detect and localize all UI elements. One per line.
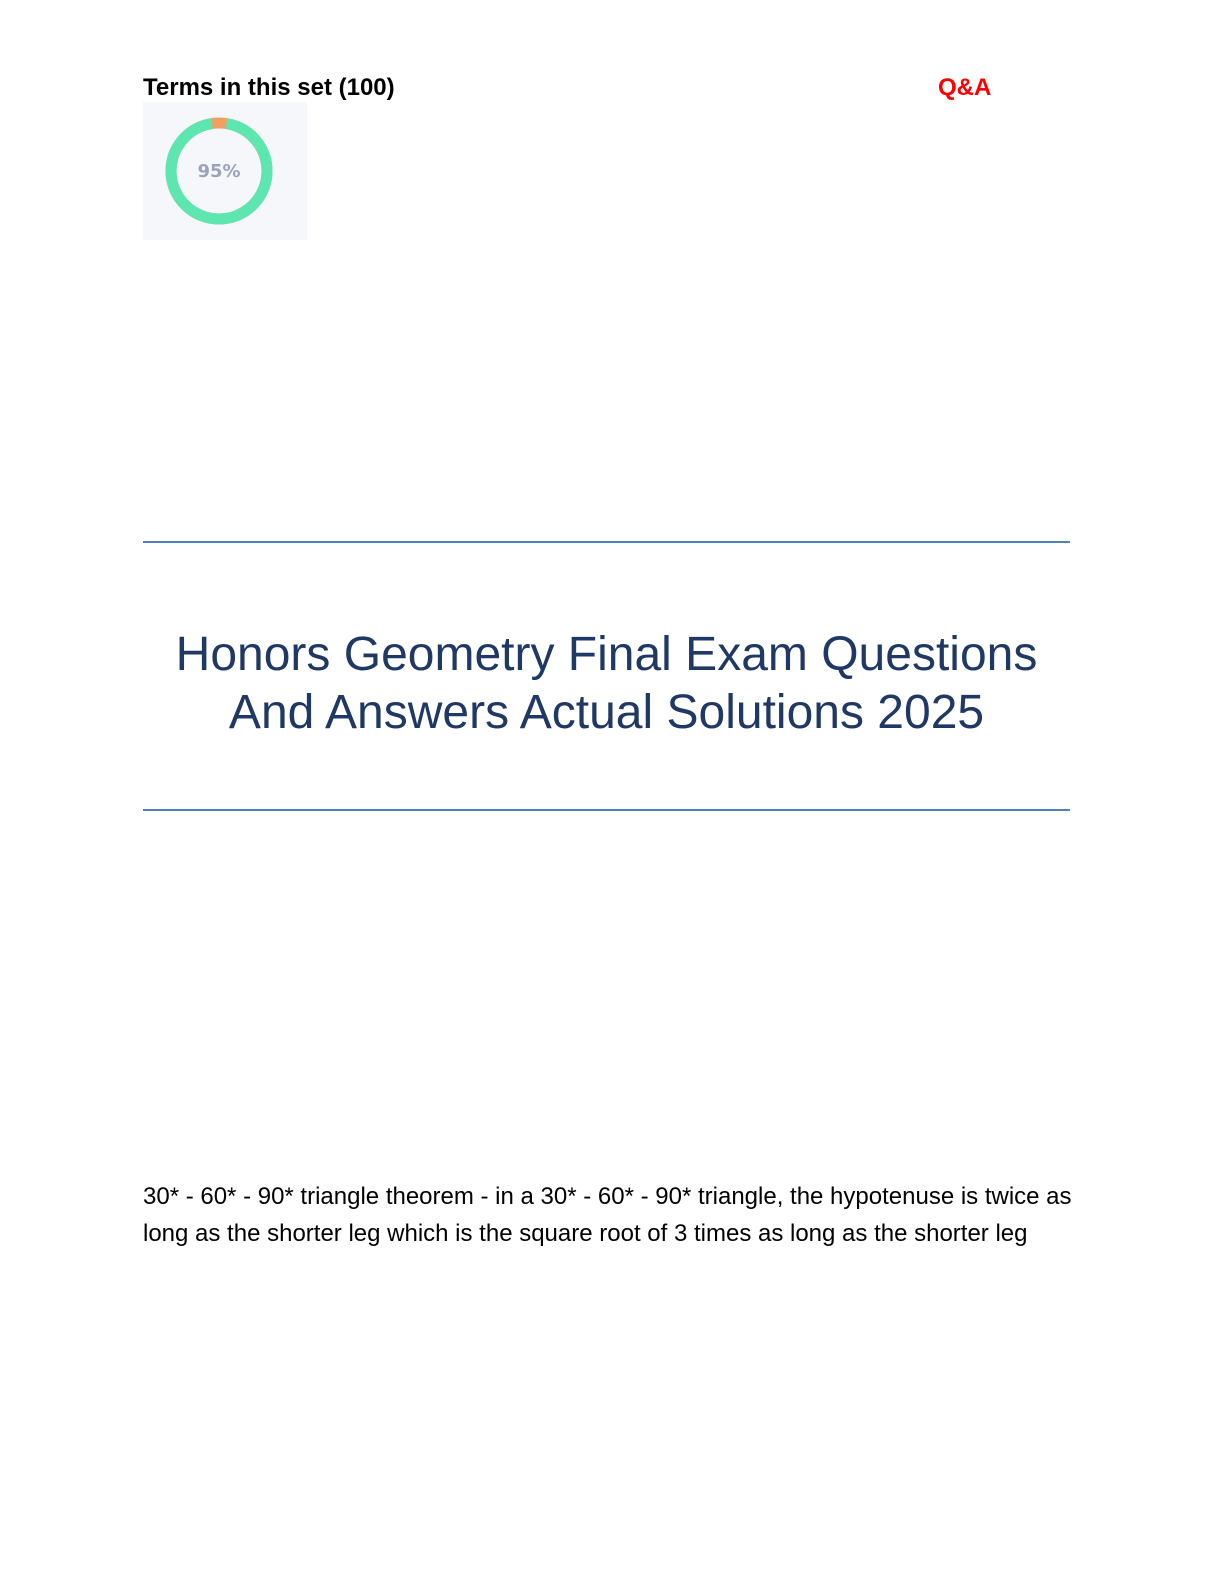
progress-ring-chart	[143, 102, 307, 240]
document-title: Honors Geometry Final Exam Questions And Answers Actual Solutions 2025	[175, 628, 1038, 739]
terms-count-label: Terms in this set (100)	[143, 74, 395, 101]
title-bottom-rule	[143, 809, 1070, 811]
progress-card	[143, 102, 307, 240]
qa-tag: Q&A	[938, 74, 992, 101]
title-top-rule	[143, 541, 1070, 543]
progress-label: 95%	[197, 161, 241, 182]
first-term-definition: 30* - 60* - 90* triangle theorem - in a 30* - 60* - 90* triangle, the hypotenuse is twice as long as the shorter leg which is the square root of 3 times as long as the shorter leg	[143, 1183, 1072, 1247]
